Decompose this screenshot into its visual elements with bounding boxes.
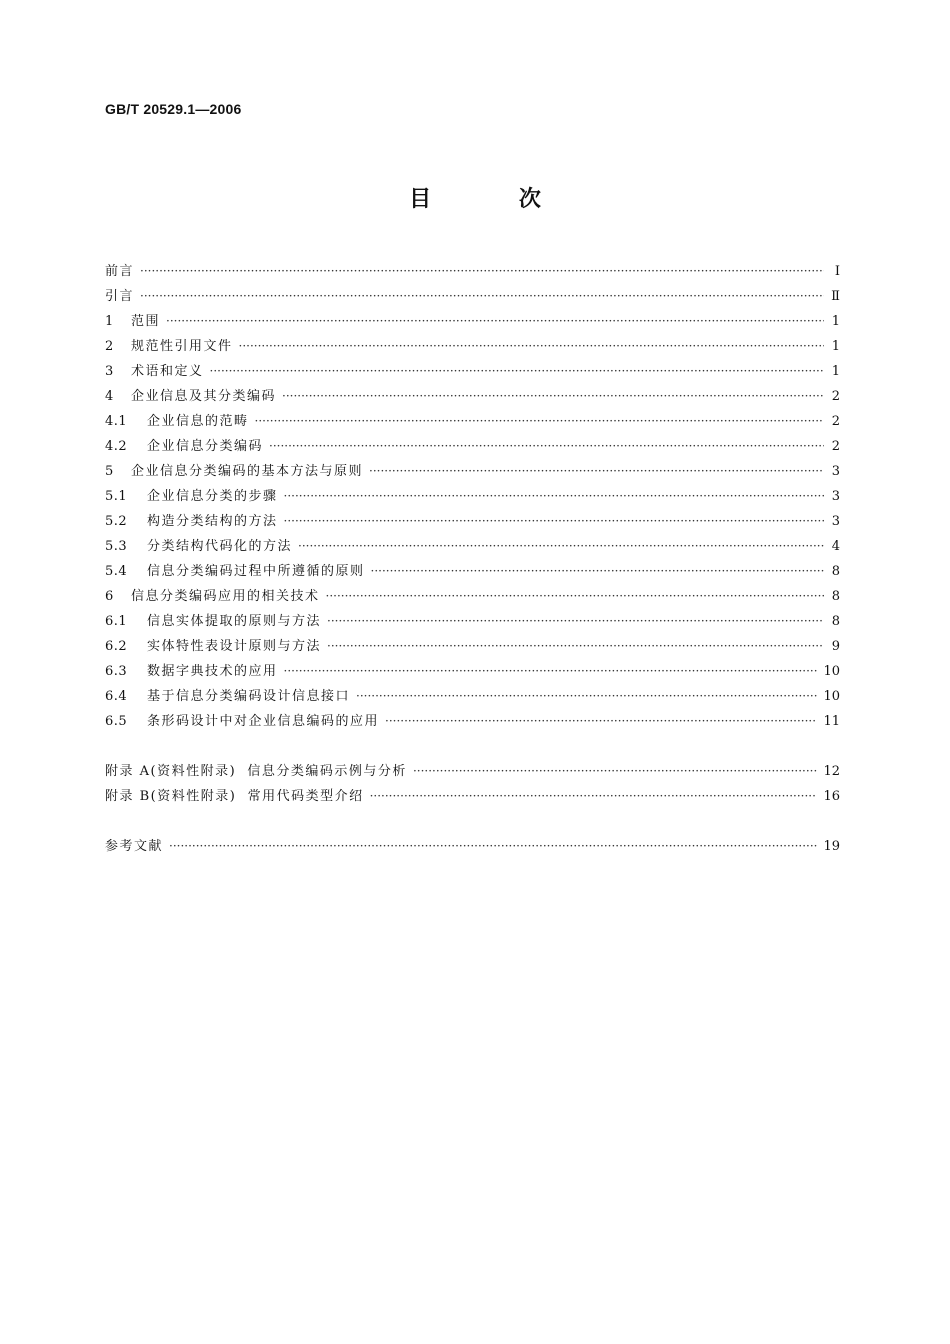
toc-entry-introduction[interactable] (105, 284, 840, 309)
toc-entry-references[interactable] (105, 834, 840, 859)
toc-entry-number: 6.2 (105, 639, 128, 654)
dot-leader (326, 584, 824, 609)
page-title: 目 次 (409, 187, 581, 212)
toc-entry-label: 附录 B(资料性附录) 常用代码类型介绍 (105, 789, 364, 804)
toc-entry-number: 5.1 (105, 489, 128, 504)
toc-entry-label: 企业信息分类的步骤 (147, 489, 278, 504)
document-code: GB/T 20529.1—2006 (105, 101, 242, 117)
toc-entry-page: 3 (831, 489, 840, 504)
toc-entry-4-2[interactable] (105, 434, 840, 459)
toc-entry-page: 8 (831, 589, 840, 604)
dot-leader (210, 359, 824, 384)
toc-entry-label: 构造分类结构的方法 (147, 514, 278, 529)
dot-leader (369, 459, 824, 484)
toc-entry-6-5[interactable] (105, 709, 840, 734)
toc-entry-number: 4 (105, 389, 114, 404)
toc-entry-page: 10 (823, 664, 840, 679)
toc-entry-page: 1 (831, 314, 840, 329)
dot-leader (413, 759, 818, 784)
toc-entry-page: 1 (831, 339, 840, 354)
toc-entry-label: 范围 (131, 314, 161, 329)
toc-entry-2[interactable] (105, 334, 840, 359)
toc-entry-label: 信息实体提取的原则与方法 (147, 614, 322, 629)
dot-leader (140, 284, 824, 309)
toc-entry-appendix-a[interactable] (105, 759, 840, 784)
dot-leader (284, 659, 818, 684)
toc-entry-label: 基于信息分类编码设计信息接口 (147, 689, 351, 704)
toc-entry-6-4[interactable] (105, 684, 840, 709)
toc-entry-number: 5.4 (105, 564, 128, 579)
toc-entry-5-4[interactable] (105, 559, 840, 584)
toc-entry-label: 分类结构代码化的方法 (147, 539, 293, 554)
toc-entry-4[interactable] (105, 384, 840, 409)
toc-entry-number: 1 (105, 314, 114, 329)
dot-leader (284, 509, 824, 534)
toc-entry-6-1[interactable] (105, 609, 840, 634)
toc-entry-page: 3 (831, 464, 840, 479)
dot-leader (169, 834, 817, 859)
dot-leader (385, 709, 817, 734)
toc-entry-label: 规范性引用文件 (131, 339, 233, 354)
toc-entry-page: Ⅰ (834, 264, 840, 279)
toc-entry-label: 数据字典技术的应用 (147, 664, 278, 679)
toc-entry-label: 实体特性表设计原则与方法 (147, 639, 322, 654)
toc-entry-6-2[interactable] (105, 634, 840, 659)
toc-entry-number: 5.3 (105, 539, 128, 554)
toc-entry-page: 8 (831, 614, 840, 629)
toc-entry-label: 引言 (105, 289, 135, 304)
toc-entry-foreword[interactable] (105, 259, 840, 284)
dot-leader (269, 434, 824, 459)
dot-leader (371, 559, 824, 584)
dot-leader (255, 409, 824, 434)
toc-entry-number: 5.2 (105, 514, 128, 529)
dot-leader (140, 259, 824, 284)
toc-entry-page: 8 (831, 564, 840, 579)
toc-entry-label: 附录 A(资料性附录) 信息分类编码示例与分析 (105, 764, 407, 779)
toc-entry-number: 6.5 (105, 714, 128, 729)
toc-entry-page: 4 (831, 539, 840, 554)
toc-entry-6-3[interactable] (105, 659, 840, 684)
toc-entry-number: 6.4 (105, 689, 128, 704)
toc-entry-label: 企业信息分类编码 (147, 439, 264, 454)
toc-entry-page: 2 (831, 389, 840, 404)
toc-entry-page: 1 (831, 364, 840, 379)
toc-entry-number: 6.1 (105, 614, 128, 629)
toc-entry-label: 前言 (105, 264, 135, 279)
toc-entry-3[interactable] (105, 359, 840, 384)
toc-entry-page: 11 (823, 714, 840, 729)
toc-entry-5-3[interactable] (105, 534, 840, 559)
toc-entry-label: 企业信息的范畴 (147, 414, 249, 429)
toc-entry-label: 信息分类编码应用的相关技术 (131, 589, 320, 604)
toc-entry-number: 4.1 (105, 414, 128, 429)
toc-entry-number: 6 (105, 589, 114, 604)
toc-entry-5[interactable] (105, 459, 840, 484)
toc-entry-number: 6.3 (105, 664, 128, 679)
toc-entry-appendix-b[interactable] (105, 784, 840, 809)
toc-entry-number: 3 (105, 364, 114, 379)
dot-leader (284, 484, 824, 509)
toc-entry-page: 10 (823, 689, 840, 704)
dot-leader (327, 609, 824, 634)
toc-entry-page: 12 (823, 764, 840, 779)
toc-entry-6[interactable] (105, 584, 840, 609)
table-of-contents (105, 259, 840, 859)
toc-entry-label: 信息分类编码过程中所遵循的原则 (147, 564, 365, 579)
toc-entry-page: Ⅱ (831, 289, 840, 304)
toc-entry-number: 5 (105, 464, 114, 479)
toc-entry-5-2[interactable] (105, 509, 840, 534)
toc-entry-page: 16 (823, 789, 840, 804)
toc-entry-label: 参考文献 (105, 839, 164, 854)
dot-leader (298, 534, 824, 559)
toc-entry-label: 术语和定义 (131, 364, 204, 379)
toc-entry-4-1[interactable] (105, 409, 840, 434)
toc-entry-page: 2 (831, 439, 840, 454)
toc-entry-page: 3 (831, 514, 840, 529)
dot-leader (356, 684, 817, 709)
toc-entry-label: 条形码设计中对企业信息编码的应用 (147, 714, 380, 729)
toc-entry-number: 4.2 (105, 439, 128, 454)
dot-leader (282, 384, 824, 409)
dot-leader (370, 784, 818, 809)
dot-leader (166, 309, 824, 334)
toc-entry-label: 企业信息分类编码的基本方法与原则 (131, 464, 364, 479)
toc-entry-label: 企业信息及其分类编码 (131, 389, 277, 404)
toc-entry-number: 2 (105, 339, 114, 354)
toc-entry-page: 9 (831, 639, 840, 654)
toc-entry-page: 2 (831, 414, 840, 429)
toc-entry-5-1[interactable] (105, 484, 840, 509)
dot-leader (239, 334, 824, 359)
toc-entry-page: 19 (823, 839, 840, 854)
toc-entry-1[interactable] (105, 309, 840, 334)
dot-leader (327, 634, 824, 659)
